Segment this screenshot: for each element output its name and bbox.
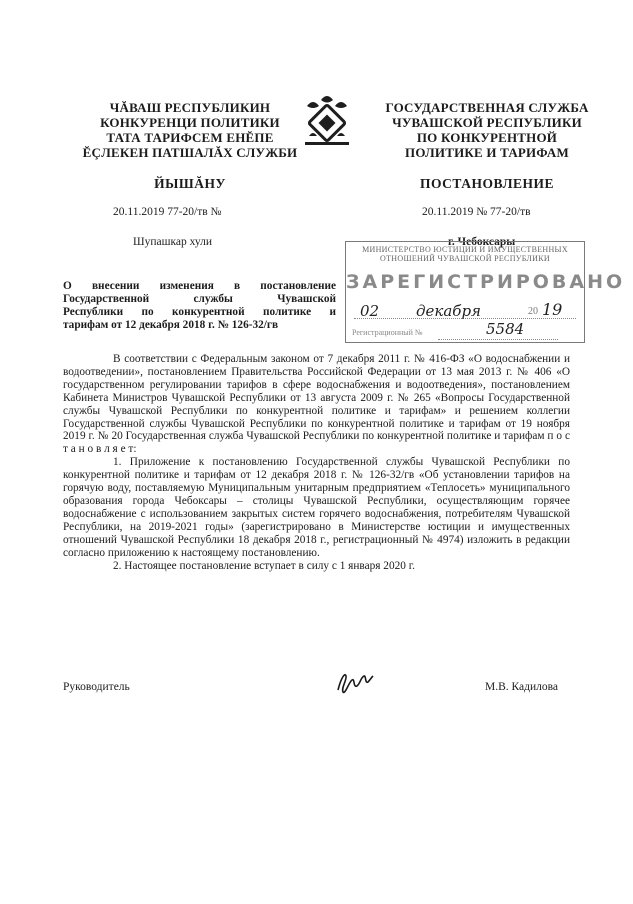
body-paragraph-item2: 2. Настоящее постановление вступает в силу с 1 января 2020 г. (113, 559, 415, 572)
header-right-org (367, 100, 607, 160)
body-paragraph-item1: 1. Приложение к постановлению Государственной службы Чувашской Республики по конкурентной политике и тарифам от 12 декабря 2018 г. № 126-32/гв «Об установлении тарифов на горячую воду, поставляемую Муниципальным унитарным предприятием «Теплосеть» муниципального образования города Чебоксары – столицы Чувашской Республики, осуществляющим горячее водоснабжение с использованием закрытых систем горячего водоснабжения, потребителям Чувашской Республики, на 2019-2021 годы» (зарегистрировано в Министерстве юстиции и имущественных отношений Чувашской Республики 18 декабря 2018 г., регистрационный № 4974) изложить в редакции согласно приложению к настоящему постановлению. (63, 456, 570, 559)
header-left-line: КОНКУРЕНЦИ ПОЛИТИКИ (100, 115, 280, 130)
subject-line: Государственной службы Чувашской (63, 293, 336, 305)
stamp-head-line: ОТНОШЕНИЙ ЧУВАШСКОЙ РЕСПУБЛИКИ (380, 254, 550, 263)
stamp-reg-number: 5584 (486, 320, 525, 338)
document-body (63, 353, 570, 572)
subject-line: тарифам от 12 декабря 2018 г. № 126-32/гв (63, 319, 279, 331)
stamp-year-prefix: 20 (528, 306, 538, 317)
header-right-line: ПО КОНКУРЕНТНОЙ (416, 130, 558, 145)
left-title: ЙЫШĂНУ (154, 176, 226, 191)
left-date: 20.11.2019 77-20/тв № (113, 206, 222, 218)
registration-stamp (345, 241, 626, 343)
stamp-registered: ЗАРЕГИСТРИРОВАНО (346, 271, 626, 293)
stamp-date-month: декабря (416, 302, 481, 320)
header-left-line: ЧĂВАШ РЕСПУБЛИКИН (109, 100, 271, 115)
header-left-line: ТАТА ТАРИФСЕМ ЕНĔПЕ (106, 130, 274, 145)
header-right-line: ЧУВАШСКОЙ РЕСПУБЛИКИ (392, 115, 582, 130)
body-paragraph-preamble: В соответствии с Федеральным законом от 7 декабря 2011 г. № 416-ФЗ «О водоснабжении и водоотведении», постановлением Правительства Российской Федерации от 13 мая 2013 г. № 406 «О государственном регулировании тарифов в сфере водоснабжения и водоотведения», постановлением Кабинета Министров Чувашской Республики от 13 августа 2009 г. № 265 «Вопросы Государственной службы Чувашской Республики по конкурентной политике и тарифам» и решением коллегии Государственной службы Чувашской Республики по конкурентной политике и тарифам от 19 ноября 2019 г. № 20 Государственная служба Чувашской Республики по конкурентной политике и тарифам п о с т а н о в л я е т: (63, 353, 570, 456)
header-right-line: ПОЛИТИКЕ И ТАРИФАМ (405, 145, 569, 160)
header-left-line: ĔÇЛЕКЕН ПАТШАЛĂХ СЛУЖБИ (82, 145, 298, 160)
subject-line: Республики по конкурентной политике и (63, 306, 336, 318)
stamp-reg-label: Регистрационный № (352, 328, 423, 337)
document-subject (63, 280, 336, 332)
right-date: 20.11.2019 № 77-20/тв (422, 206, 531, 218)
stamp-date-year: 19 (542, 300, 563, 319)
handwritten-signature-icon (335, 668, 375, 698)
signature-name: М.В. Кадилова (485, 681, 559, 693)
stamp-head-line: МИНИСТЕРСТВО ЮСТИЦИИ И ИМУЩЕСТВЕННЫХ (362, 245, 568, 254)
left-city: Шупашкар хули (133, 236, 213, 248)
signature-role: Руководитель (63, 681, 130, 693)
chuvash-emblem-icon (297, 92, 357, 152)
header-right-line: ГОСУДАРСТВЕННАЯ СЛУЖБА (385, 100, 589, 115)
right-title: ПОСТАНОВЛЕНИЕ (419, 176, 555, 191)
header-left-org (80, 100, 300, 160)
stamp-date-day: 02 (360, 302, 380, 320)
right-city: г. Чебоксары (448, 236, 516, 248)
subject-line: О внесении изменения в постановление (63, 280, 336, 292)
